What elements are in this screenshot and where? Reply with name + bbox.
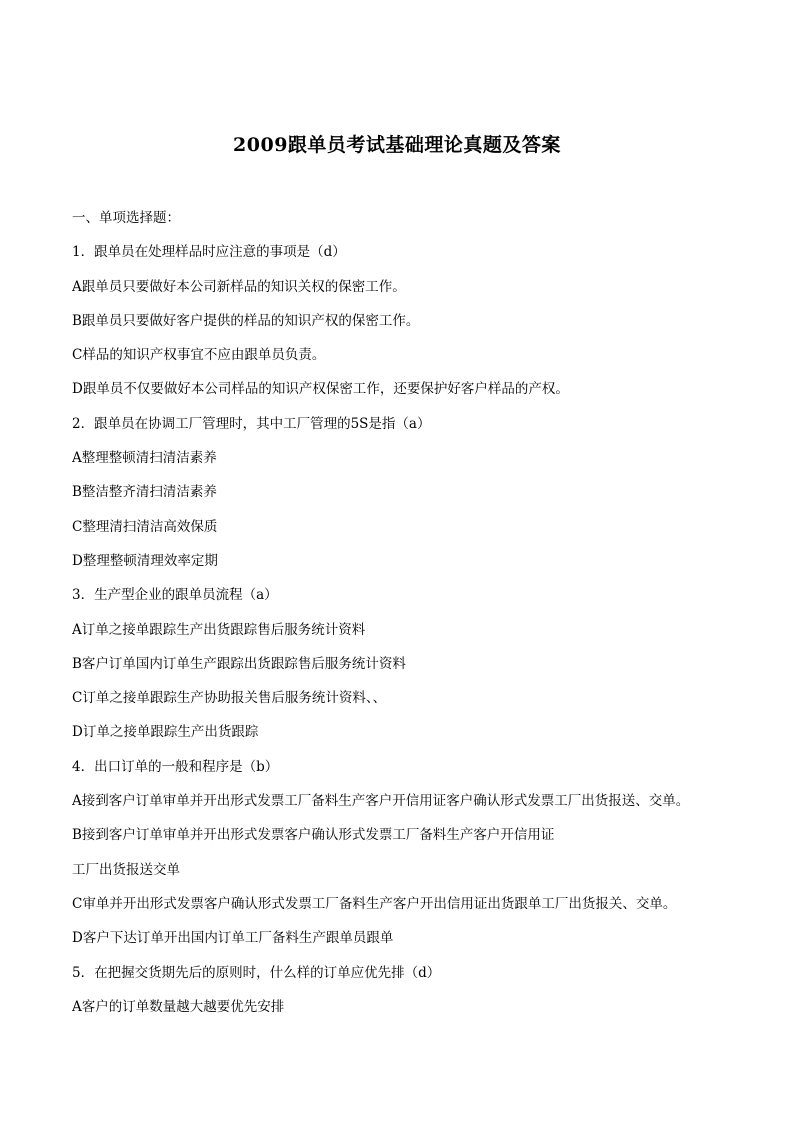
text-line: B接到客户订单审单并开出形式发票客户确认形式发票工厂备料生产客户开信用证 xyxy=(72,827,555,844)
text-line: D跟单员不仅要做好本公司样品的知识产权保密工作，还要保护好客户样品的产权。 xyxy=(72,381,569,398)
text-line: B客户订单国内订单生产跟踪出货跟踪售后服务统计资料 xyxy=(72,655,406,672)
text-line: D客户下达订单开出国内订单工厂备料生产跟单员跟单 xyxy=(72,930,394,947)
text-line: 1．跟单员在处理样品时应注意的事项是（d） xyxy=(72,244,346,261)
text-line: 工厂出货报送交单 xyxy=(72,861,180,878)
text-line: A订单之接单跟踪生产出货跟踪售后服务统计资料 xyxy=(72,621,366,638)
text-line: 3．生产型企业的跟单员流程（a） xyxy=(72,587,278,604)
text-line: 4．出口订单的一般和程序是（b） xyxy=(72,758,279,775)
text-line: A客户的订单数量越大越要优先安排 xyxy=(72,998,285,1015)
text-line: 一、单项选择题： xyxy=(72,210,180,226)
text-line: B跟单员只要做好客户提供的样品的知识产权的保密工作。 xyxy=(72,312,420,329)
text-line: A接到客户订单审单并开出形式发票工厂备料生产客户开信用证客户确认形式发票工厂出货报送、交单。 xyxy=(72,793,690,810)
document-title: 2009跟单员考试基础理论真题及答案 xyxy=(233,134,561,156)
text-line: B整洁整齐清扫清洁素养 xyxy=(72,484,217,501)
text-line: A跟单员只要做好本公司新样品的知识关权的保密工作。 xyxy=(72,278,406,295)
text-line: 2．跟单员在协调工厂管理时，其中工厂管理的5S是指（a） xyxy=(72,415,431,432)
text-line: D订单之接单跟踪生产出货跟踪 xyxy=(72,724,259,741)
document-body xyxy=(72,207,732,1030)
text-line: C整理清扫清洁高效保质 xyxy=(72,518,218,535)
text-line: A整理整顿清扫清洁素养 xyxy=(72,450,217,467)
text-line: C样品的知识产权事宜不应由跟单员负责。 xyxy=(72,347,326,364)
text-line: C订单之接单跟踪生产协助报关售后服务统计资料、、 xyxy=(72,690,387,707)
text-line: C审单并开出形式发票客户确认形式发票工厂备料生产客户开出信用证出货跟单工厂出货报关、交单。 xyxy=(72,895,677,912)
text-line: 5．在把握交货期先后的原则时，什么样的订单应优先排（d） xyxy=(72,964,441,981)
text-line: D整理整顿清理效率定期 xyxy=(72,552,218,569)
